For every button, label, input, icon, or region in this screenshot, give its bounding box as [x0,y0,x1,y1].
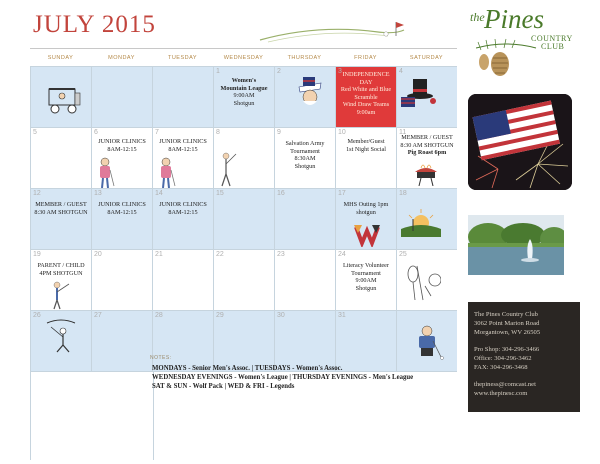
event-text [336,262,396,292]
calendar-day-cell[interactable] [335,249,396,310]
event-line: JUNIOR CLINICS [159,201,207,208]
calendar-day-cell[interactable] [152,127,213,188]
clipart [216,152,240,188]
day-header-1: MONDAY [91,48,152,66]
event-line: MEMBER / GUEST [401,134,453,141]
calendar-day-cell[interactable] [396,310,457,371]
event-line: 8AM-12:15 [107,145,137,153]
event-line: INDEPENDENCE DAY [342,71,390,86]
day-number: 10 [338,129,346,136]
calendar-day-cell[interactable] [152,188,213,249]
event-line: Pig Roast 6pm [407,149,447,156]
event-line: MHS Outing 1pm [343,201,389,208]
event-line: 9:00AM [233,92,255,99]
fax-number: FAX: 304-296-3468 [474,364,528,371]
event-line: Mountain League [220,84,268,92]
notes-line: WEDNESDAY EVENINGS - Women's League | THURSDAY EVENINGS - Men's League [152,374,414,381]
event-line: 9:00AM [355,277,377,284]
day-number: 5 [33,129,37,136]
clipart [155,156,177,188]
day-number: 7 [155,129,159,136]
pond-fountain-photo [468,215,564,275]
clipart [293,77,327,112]
junior-golfer-icon [94,156,116,188]
day-number: 17 [338,190,346,197]
calendar-day-cell[interactable] [30,66,91,127]
clipart [94,156,116,188]
day-number: 9 [277,129,281,136]
calendar-day-cell[interactable] [274,66,335,127]
event-line: PARENT / CHILD [37,262,85,269]
calendar-day-cell[interactable] [91,188,152,249]
pinecone-icon [476,38,566,78]
parent-child-golfer-icon [49,280,75,310]
calendar-day-cell[interactable] [396,127,457,188]
mhs-logo-icon [352,223,382,247]
putting-golfer-icon [407,321,447,361]
event-text [336,71,396,116]
calendar-day-cell[interactable] [91,127,152,188]
event-text [92,201,152,216]
day-number: 12 [33,190,41,197]
day-header-2: TUESDAY [152,48,213,66]
calendar-day-cell[interactable] [274,249,335,310]
calendar-day-cell[interactable] [335,310,396,371]
calendar-day-cell[interactable] [30,249,91,310]
event-line: 9:00am [356,108,376,116]
day-header-6: SATURDAY [396,48,457,66]
notes [152,364,413,391]
event-line: shotgun [356,208,376,216]
day-header-0: SUNDAY [30,48,91,66]
event-text [214,77,274,107]
calendar-day-cell[interactable] [274,188,335,249]
event-line: Women's [231,77,257,84]
day-number: 4 [399,68,403,75]
day-number: 28 [155,312,163,319]
day-number: 20 [94,251,102,258]
event-line: Shotgun [294,162,316,170]
calendar-day-cell[interactable] [30,310,91,371]
calendar-day-cell[interactable] [152,249,213,310]
calendar-day-cell[interactable] [30,127,91,188]
calendar-day-cell[interactable] [213,127,274,188]
calendar-day-cell[interactable] [91,249,152,310]
day-number: 21 [155,251,163,258]
clipart [399,77,439,118]
clipart [352,223,382,249]
event-line: 8AM-12:15 [168,208,198,216]
day-number: 11 [399,129,407,136]
event-text [397,134,457,157]
event-line: Salvation Army [285,140,325,147]
address-line: 3062 Point Marion Road [474,320,540,327]
day-number: 27 [94,312,102,319]
event-line: Red White and Blue [340,86,392,93]
clipart [411,162,441,188]
notes-label: NOTES: [150,355,172,361]
calendar-day-cell[interactable] [30,188,91,249]
club-name: The Pines Country Club [474,311,538,318]
event-line: JUNIOR CLINICS [98,138,146,145]
clipart [41,317,81,358]
golf-swing-icon [41,317,81,353]
day-number: 30 [277,312,285,319]
event-line: 8AM-12:15 [168,145,198,153]
day-number: 13 [94,190,102,197]
day-header-3: WEDNESDAY [213,48,274,66]
day-number: 23 [277,251,285,258]
day-number: 3 [338,68,342,75]
event-line: Scramble [354,93,378,101]
clipart [45,81,85,122]
address-line: Morgantown, WV 26505 [474,329,541,336]
website-link[interactable]: www.thepinesc.com [474,390,528,397]
uncle-sam-icon [293,77,327,107]
event-text [153,138,213,153]
event-line: Tournament [290,147,320,155]
golf-swoosh-icon [258,20,408,46]
event-text [153,201,213,216]
flag-fireworks-photo [468,94,572,190]
event-line: Tournament [351,269,381,277]
clipart [407,321,447,366]
junior-golfer-icon [155,156,177,188]
calendar-day-cell[interactable] [335,127,396,188]
event-line: Literacy Volunteer [343,262,389,269]
calendar-day-cell[interactable] [396,66,457,127]
day-number: 8 [216,129,220,136]
calendar-grid [30,48,456,460]
day-number: 29 [216,312,224,319]
event-text [275,140,335,170]
day-number: 2 [277,68,281,75]
day-header-4: THURSDAY [274,48,335,66]
event-line: Wind Draw Teams [342,101,390,108]
calendar-day-cell[interactable] [335,188,396,249]
sunset-golfer-icon [401,207,441,237]
event-line: 8AM-12:15 [107,208,137,216]
event-line: JUNIOR CLINICS [159,138,207,145]
fountain-icon [468,215,564,275]
event-line: 8:30 AM SHOTGUN [400,141,454,149]
club-contact-info [468,302,580,412]
calendar-day-cell[interactable] [274,127,335,188]
day-header-5: FRIDAY [335,48,396,66]
office-phone: Office: 304-296-3462 [474,355,532,362]
day-number: 1 [216,68,220,75]
day-number: 31 [338,312,346,319]
calendar-day-cell[interactable] [91,66,152,127]
day-number: 14 [155,190,163,197]
event-line: 4PM SHOTGUN [39,269,83,277]
event-line: MEMBER / GUEST [35,201,87,208]
calendar-day-cell[interactable] [213,249,274,310]
event-text [31,201,91,216]
calendar-day-cell[interactable] [335,66,396,127]
day-number: 24 [338,251,346,258]
event-line: 8:30AM [294,155,316,162]
day-number: 18 [399,190,407,197]
calendar-day-cell[interactable] [152,66,213,127]
top-hat-flag-icon [399,77,439,113]
event-line: Shotgun [355,284,377,292]
event-line: Member/Guest [347,138,385,145]
calendar-day-cell[interactable] [213,310,274,371]
event-text [336,201,396,216]
pro-shop-phone: Pro Shop: 304-296-3466 [474,346,540,353]
event-line: JUNIOR CLINICS [98,201,146,208]
event-text [92,138,152,153]
clipart [401,262,441,307]
clipart [401,207,441,242]
day-number: 25 [399,251,407,258]
day-number: 16 [277,190,285,197]
day-number: 6 [94,129,98,136]
pig-roast-grill-icon [411,162,441,186]
golfer-figure-icon [216,152,240,188]
club-logo: the Pines COUNTRY CLUB [470,8,575,78]
notes-line: MONDAYS - Senior Men's Assoc. | TUESDAYS - Women's Assoc. [152,365,343,372]
notes-line: SAT & SUN - Wolf Pack | WED & FRI - Legends [152,383,295,390]
event-line: 1st Night Social [346,145,386,153]
day-number: 22 [216,251,224,258]
calendar-day-cell[interactable] [152,310,213,371]
day-number: 19 [33,251,41,258]
calendar-day-cell[interactable] [213,66,274,127]
calendar-day-cell[interactable] [213,188,274,249]
event-line: Shotgun [233,99,255,107]
day-number: 15 [216,190,224,197]
calendar-day-cell[interactable] [396,249,457,310]
calendar-day-cell[interactable] [91,310,152,371]
email-address[interactable]: thepiness@comcast.net [474,381,536,388]
page-title: JULY 2015 [33,11,156,38]
calendar-day-cell[interactable] [396,188,457,249]
golf-cart-icon [45,81,85,117]
fireworks-icon [468,94,572,190]
event-text [31,262,91,277]
golf-clubs-icon [401,262,441,302]
day-number: 26 [33,312,41,319]
event-line: 8:30 AM SHOTGUN [34,208,88,216]
clipart [49,280,75,310]
event-text [336,138,396,153]
calendar-day-cell[interactable] [274,310,335,371]
